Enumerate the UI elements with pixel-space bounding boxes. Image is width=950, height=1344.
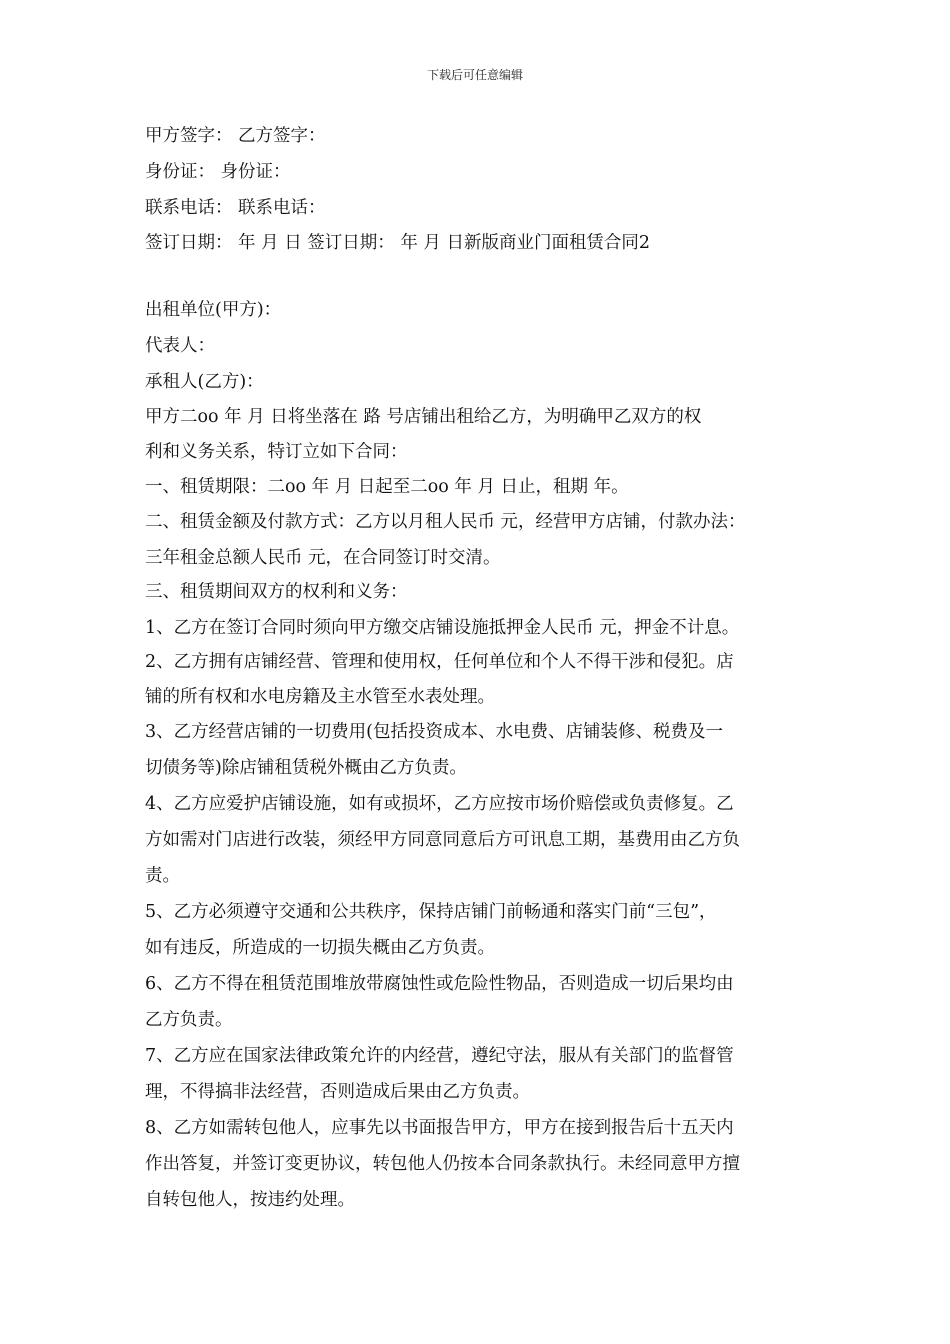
text-line: 4、乙方应爱护店铺设施，如有或损坏，乙方应按市场价赔偿或负责修复。乙 <box>145 794 734 814</box>
text-line: 一、租赁期限：二oo 年 月 日起至二oo 年 月 日止，租期 年。 <box>145 477 629 497</box>
text-line: 乙方负责。 <box>145 1010 233 1030</box>
text-line: 联系电话： 联系电话： <box>145 198 326 218</box>
text-line: 二、租赁金额及付款方式：乙方以月租人民币 元，经营甲方店铺，付款办法： <box>145 512 746 532</box>
text-line: 责。 <box>145 866 180 886</box>
page-header: 下载后可任意编辑 <box>426 68 523 82</box>
text-line: 1、乙方在签订合同时须向甲方缴交店铺设施抵押金人民币 元，押金不计息。 <box>145 618 740 638</box>
text-line: 签订日期： 年 月 日 签订日期： 年 月 日新版商业门面租赁合同2 <box>145 233 651 253</box>
text-line: 7、乙方应在国家法律政策允许的内经营，遵纪守法，服从有关部门的监督管 <box>145 1046 734 1066</box>
text-line: 2、乙方拥有店铺经营、管理和使用权，任何单位和个人不得干涉和侵犯。店 <box>145 652 734 672</box>
text-line: 三、租赁期间双方的权利和义务： <box>145 582 408 602</box>
text-line: 如有违反，所造成的一切损失概由乙方负责。 <box>145 938 495 958</box>
text-line: 铺的所有权和水电房籍及主水管至水表处理。 <box>145 687 495 707</box>
text-line: 出租单位(甲方)： <box>145 300 282 320</box>
text-line: 三年租金总额人民币 元，在合同签订时交清。 <box>145 548 501 568</box>
text-line: 作出答复，并签订变更协议，转包他人仍按本合同条款执行。未经同意甲方擅 <box>145 1154 740 1174</box>
text-line: 方如需对门店进行改装，须经甲方同意同意后方可讯息工期，基费用由乙方负 <box>145 830 740 850</box>
text-line: 自转包他人，按违约处理。 <box>145 1190 355 1210</box>
text-line: 理，不得搞非法经营，否则造成后果由乙方负责。 <box>145 1082 530 1102</box>
text-line: 利和义务关系，特订立如下合同： <box>145 442 408 462</box>
text-line: 3、乙方经营店铺的一切费用(包括投资成本、水电费、店铺装修、税费及一 <box>145 722 723 742</box>
text-line: 代表人： <box>145 336 215 356</box>
text-line: 身份证： 身份证： <box>145 162 291 182</box>
text-line: 5、乙方必须遵守交通和公共秩序，保持店铺门前畅通和落实门前“三包”， <box>145 902 717 922</box>
text-line: 承租人(乙方)： <box>145 372 264 392</box>
text-line: 切债务等)除店铺租赁税外概由乙方负责。 <box>145 758 467 778</box>
text-line: 6、乙方不得在租赁范围堆放带腐蚀性或危险性物品，否则造成一切后果均由 <box>145 974 734 994</box>
text-line: 甲方签字： 乙方签字： <box>145 126 326 146</box>
text-line: 8、乙方如需转包他人，应事先以书面报告甲方，甲方在接到报告后十五天内 <box>145 1118 734 1138</box>
text-line: 甲方二oo 年 月 日将坐落在 路 号店铺出租给乙方，为明确甲乙双方的权 <box>145 407 702 427</box>
